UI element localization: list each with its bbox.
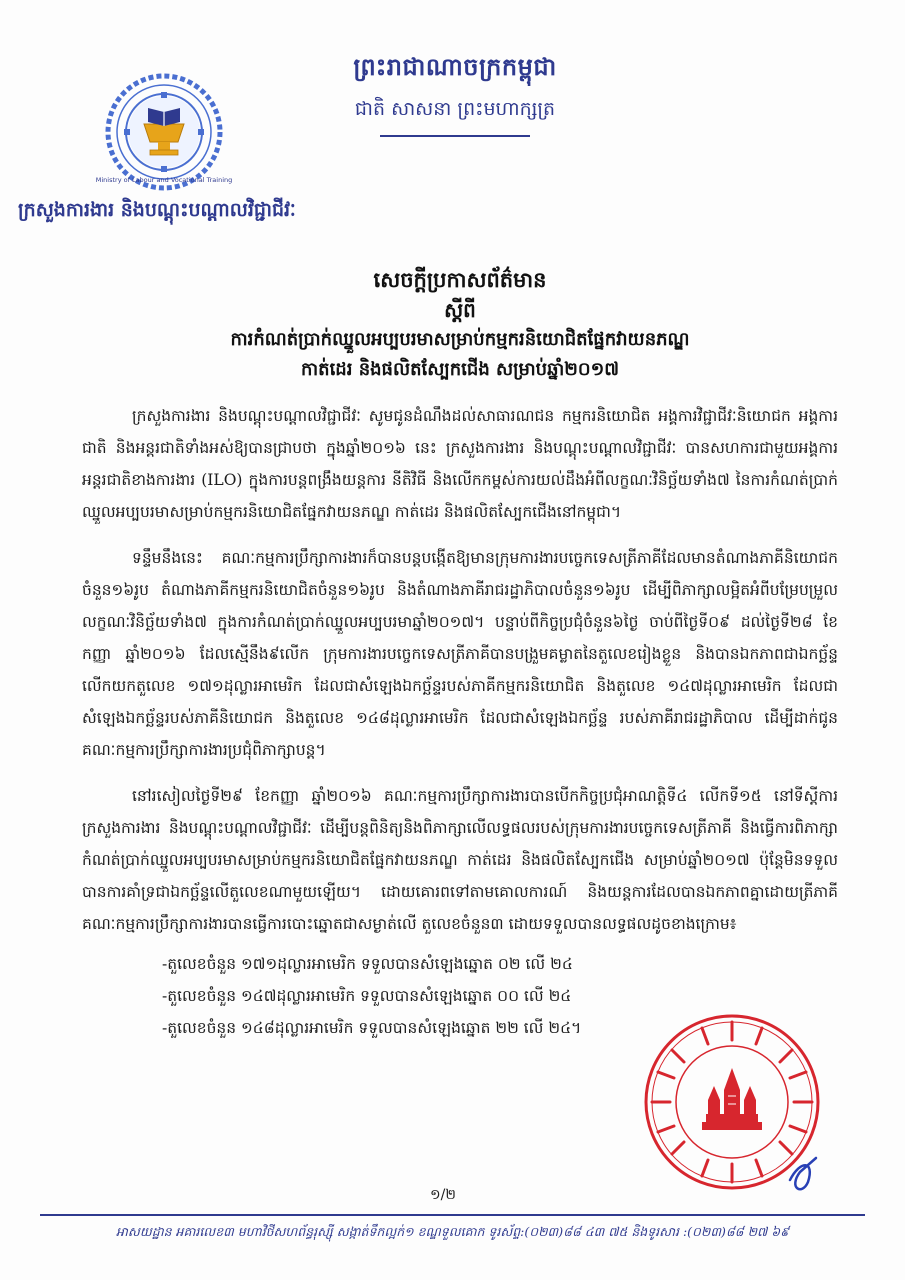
- kingdom-motto: ជាតិ សាសនា ព្រះមហាក្សត្រ: [354, 98, 556, 120]
- kingdom-title: ព្រះរាជាណាចក្រកម្ពុជា: [353, 52, 557, 81]
- vote-result-148: -តួលេខចំនួន ១៤៨ដុល្លារអាមេរិក ទទួលបានសំឡេងឆ្នោត ២២ លើ ២៤។: [162, 1019, 582, 1037]
- document-body: [82, 400, 838, 1044]
- document-titles: [140, 265, 780, 385]
- paragraph-2: ទន្ទឹមនឹងនេះ គណៈកម្មការប្រឹក្សាការងារក៏បានបន្តបង្កើតឱ្យមានក្រុមការងារបច្ចេកទេសត្រីភាគីដែលមានតំណាងភាគីនិយោជកចំនួន១៦រូប តំណាងភាគីកម្មករនិយោជិតចំនួន១៦រូប និងតំណាងភាគីរាជរដ្ឋាភិបាលចំនួន១៦រូប ដើម្បីពិភាក្សាលម្អិតអំពីបម្រែបម្រួលលក្ខណៈវិនិច្ឆ័យទាំង៧ ក្នុងការកំណត់ប្រាក់ឈ្នួលអប្បបរមាឆ្នាំ២០១៧។ បន្ទាប់ពីកិច្ចប្រជុំចំនួន៦ថ្ងៃ ចាប់ពីថ្ងៃទី០៩ ដល់ថ្ងៃទី២៨ ខែកញ្ញា ឆ្នាំ២០១៦ ដែលស្មើនឹង៩លើក ក្រុមការងារបច្ចេកទេសត្រីភាគីបានបង្រួមគម្លាតនៃតួលេខរៀងខ្លួន និងបានឯកភាពជាឯកច្ឆ័ន្ទ លើកយកតួលេខ ១៧១ដុល្លារអាមេរិក ដែលជាសំឡេងឯកច្ឆ័ន្ទរបស់ភាគីកម្មករនិយោជិត និងតួលេខ ១៤៧ដុល្លារអាមេរិក ដែលជាសំឡេងឯកច្ឆ័ន្ទរបស់ភាគីនិយោជក និងតួលេខ ១៤៨ដុល្លារអាមេរិក ដែលជាសំឡេងឯកច្ឆ័ន្ទ របស់ភាគីរាជរដ្ឋាភិបាល ដើម្បីដាក់ជូនគណៈកម្មការប្រឹក្សាការងារប្រជុំពិភាក្សាបន្ត។: [82, 549, 838, 759]
- ministry-name: ក្រសួងការងារ និងបណ្តុះបណ្តាលវិជ្ជាជីវៈ: [18, 199, 296, 221]
- vote-result-171: -តួលេខចំនួន ១៧១ដុល្លារអាមេរិក ទទួលបានសំឡេងឆ្នោត ០២ លើ ២៤: [162, 955, 573, 973]
- footer-address: អាសយដ្ឋាន អគារលេខ៣ មហាវិថីសហព័ន្ធរុស្ស៊ី សង្កាត់ទឹកល្អក់១ ខណ្ឌទួលគោក ទូរស័ព្ទ:(០២៣)៨៨ ៤៣ ៧៥ និងទូរសារ :(០២៣)៨៨ ២៧ ៦៩: [116, 1224, 789, 1239]
- paragraph-1: ក្រសួងការងារ និងបណ្តុះបណ្តាលវិជ្ជាជីវៈ សូមជូនដំណឹងដល់សាធារណជន កម្មករនិយោជិត អង្គការវិជ្ជាជីវៈនិយោជក អង្គការជាតិ និងអន្តរជាតិទាំងអស់ឱ្យបានជ្រាបថា ក្នុងឆ្នាំ២០១៦ នេះ ក្រសួងការងារ និងបណ្តុះបណ្តាលវិជ្ជាជីវៈ បានសហការជាមួយអង្គការអន្តរជាតិខាងការងារ (ILO) ក្នុងការបន្តពង្រឹងយន្តការ នីតិវិធី និងលើកកម្ពស់ការយល់ដឹងអំពីលក្ខណៈវិនិច្ឆ័យទាំង៧ នៃការកំណត់ប្រាក់ឈ្នួលអប្បបរមាសម្រាប់កម្មករនិយោជិតផ្នែកវាយនភណ្ឌ កាត់ដេរ និងផលិតស្បែកជើងនៅកម្ពុជា។: [82, 407, 838, 521]
- announcement-subject-line2: កាត់ដេរ និងផលិតស្បែកជើង សម្រាប់ឆ្នាំ២០១៧: [301, 359, 619, 380]
- announcement-subject-line1: ការកំណត់ប្រាក់ឈ្នួលអប្បបរមាសម្រាប់កម្មករនិយោជិតផ្នែកវាយនភណ្ឌ: [230, 329, 690, 350]
- header-divider: [380, 135, 530, 137]
- vote-result-147: -តួលេខចំនួន ១៤៧ដុល្លារអាមេរិក ទទួលបានសំឡេងឆ្នោត ០០ លើ ២៤: [162, 987, 572, 1005]
- paragraph-3: នៅរសៀលថ្ងៃទី២៩ ខែកញ្ញា ឆ្នាំ២០១៦ គណៈកម្មការប្រឹក្សាការងារបានបើកកិច្ចប្រជុំអាណត្តិទី៤ លើកទី១៥ នៅទីស្តីការក្រសួងការងារ និងបណ្តុះបណ្តាលវិជ្ជាជីវៈ ដើម្បីបន្តពិនិត្យនិងពិភាក្សាលើលទ្ធផលរបស់ក្រុមការងារបច្ចេកទេសត្រីភាគី និងធ្វើការពិភាក្សាកំណត់ប្រាក់ឈ្នួលអប្បបរមាសម្រាប់កម្មករនិយោជិតផ្នែកវាយនភណ្ឌ កាត់ដេរ និងផលិតស្បែកជើង សម្រាប់ឆ្នាំ២០១៧ ប៉ុន្តែមិនទទួលបានការគាំទ្រជាឯកច្ឆ័ន្ទលើតួលេខណាមួយឡើយ។ ដោយគោរពទៅតាមគោលការណ៍ និងយន្តការដែលបានឯកភាពគ្នាដោយត្រីភាគី គណៈកម្មការប្រឹក្សាការងារបានធ្វើការបោះឆ្នោតជាសម្ងាត់លើ តួលេខចំនួន៣ ដោយទទួលបានលទ្ធផលដូចខាងក្រោម៖: [82, 787, 838, 933]
- announcement-title: សេចក្តីប្រកាសព័ត៌មាន: [373, 267, 547, 292]
- kingdom-header: [290, 52, 620, 137]
- footer-divider: [40, 1214, 865, 1216]
- page-number: ១/២: [430, 1187, 456, 1203]
- official-seal: [640, 1010, 825, 1195]
- announcement-subject-label: ស្តីពី: [444, 298, 476, 322]
- logo-caption: Ministry of Labour and Vocational Training: [95, 176, 233, 184]
- ministry-logo: [95, 72, 233, 192]
